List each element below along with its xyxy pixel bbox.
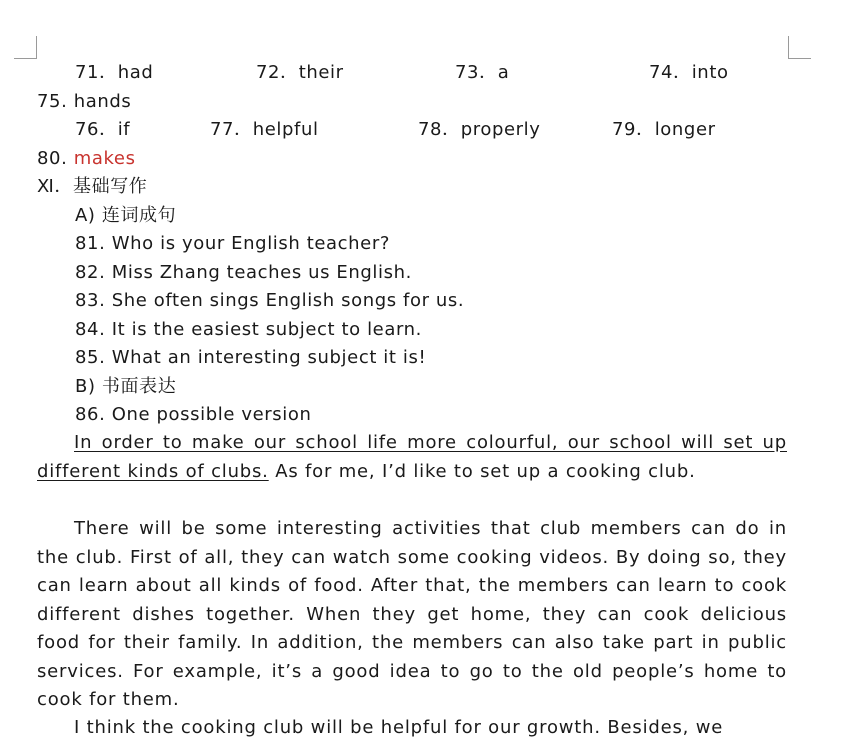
answer-80-word: makes [73,148,136,169]
essay-p1-rest: As for me, I’d like to set up a cooking club. [275,460,696,482]
answer-72: 72．their [256,62,344,83]
sentence-84: 84. It is the easiest subject to learn. [75,319,422,340]
sentence-82: 82. Miss Zhang teaches us English. [75,262,412,283]
answer-74: 74．into [649,62,729,83]
essay-topic-sentence: In order to make our school life more colourful, our school will set up different kinds of clubs. [37,432,787,482]
essay-paragraph-1 [37,429,787,486]
essay-p2-text: There will be some interesting activities that club members can do in the club. First of all, they can watch some cooking videos. By doing so, they can learn about all kinds of food. After that, the members can learn to cook different dishes together. When they get home, they can cook delicious food for their family. In addition, the members can also take part in public services. For example, it’s a good idea to go to the old people’s home to cook for them. [37,518,787,710]
sentence-81: 81. Who is your English teacher? [75,233,390,254]
version-label: 86. One possible version [75,404,312,425]
answer-80-number: 80. [37,148,68,169]
crop-mark-top-left [14,36,37,59]
part-b-title: B) 书面表达 [75,376,177,397]
essay-paragraph-2 [37,515,787,715]
essay-paragraph-3 [37,714,787,743]
answer-80 [37,147,136,171]
section-title: Ⅺ．基础写作 [37,176,148,197]
answer-76: 76．if [75,119,131,140]
answer-79: 79．longer [612,119,716,140]
sentence-83: 83. She often sings English songs for us. [75,290,465,311]
answer-71: 71．had [75,62,154,83]
sentence-85: 85. What an interesting subject it is! [75,347,427,368]
part-a-title: A) 连词成句 [75,205,177,226]
crop-mark-top-right [788,36,811,59]
essay-p3-text: I think the cooking club will be helpful for our growth. Besides, we [74,717,724,738]
answer-77: 77．helpful [210,119,319,140]
answer-75: 75. hands [37,91,132,112]
answer-78: 78．properly [418,119,541,140]
answer-73: 73．a [455,62,510,83]
